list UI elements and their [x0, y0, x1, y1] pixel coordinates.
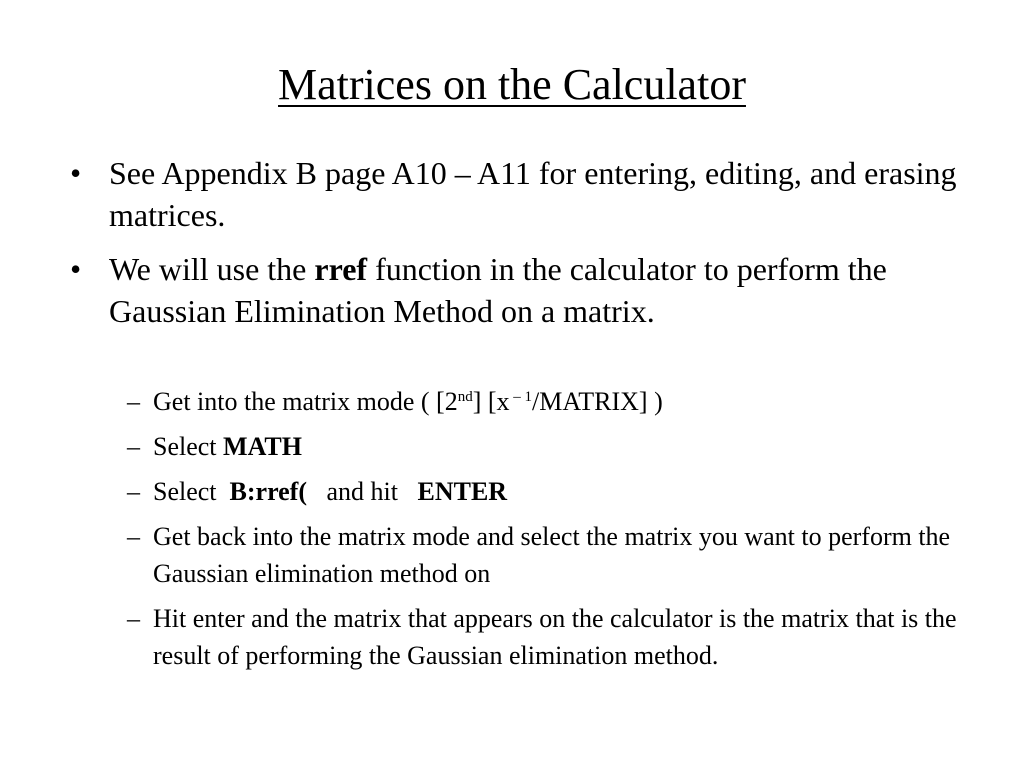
subbullet-select-rref: [127, 473, 987, 510]
superscript-nd: nd: [457, 389, 473, 405]
subbullet-text-part: Get into the matrix mode ( [2: [153, 387, 458, 416]
dash-marker: –: [127, 477, 140, 506]
brref-keyword: B:rref(: [229, 477, 307, 506]
bullet-appendix: [70, 152, 1000, 236]
subbullet-matrix-mode: [127, 383, 987, 420]
subbullet-text: Get back into the matrix mode and select the matrix you want to perform the Gaussian elimination method on: [153, 522, 951, 588]
enter-keyword: ENTER: [417, 477, 508, 506]
bullet-text-after: function in the calculator to perform the Gaussian Elimination Method on a matrix.: [109, 251, 887, 329]
dash-marker: –: [127, 604, 140, 633]
bullet-text: See Appendix B page A10 – A11 for entering, editing, and erasing matrices.: [109, 155, 957, 233]
dash-marker: –: [127, 522, 140, 551]
subbullet-text: Hit enter and the matrix that appears on the calculator is the matrix that is the result of performing the Gaussian elimination method.: [153, 604, 957, 670]
subbullet-hit-enter: [127, 600, 987, 674]
bullet-text-before: We will use the: [109, 251, 315, 287]
subbullet-select-matrix: [127, 518, 987, 592]
bullet-marker: •: [70, 251, 82, 287]
subbullet-text-part: and hit: [307, 477, 418, 506]
bullet-text: [109, 248, 1000, 332]
subbullet-text-part: Select: [153, 432, 224, 461]
slide-title: Matrices on the Calculator: [278, 60, 746, 109]
subbullet-text: [153, 428, 987, 465]
dash-marker: –: [127, 387, 140, 416]
subbullet-select-math: [127, 428, 987, 465]
math-keyword: MATH: [223, 432, 302, 461]
subbullet-text: [153, 383, 987, 420]
rref-keyword: rref: [314, 251, 368, 287]
dash-marker: –: [127, 432, 140, 461]
subbullet-text-part: ] [x: [472, 387, 510, 416]
subbullet-text-part: /MATRIX] ): [532, 387, 663, 416]
bullet-marker: •: [70, 155, 82, 191]
bullet-rref: [70, 248, 1000, 332]
superscript-minus-one: – 1: [509, 389, 533, 405]
subbullet-text: [153, 473, 987, 510]
subbullet-text-part: Select: [153, 477, 230, 506]
